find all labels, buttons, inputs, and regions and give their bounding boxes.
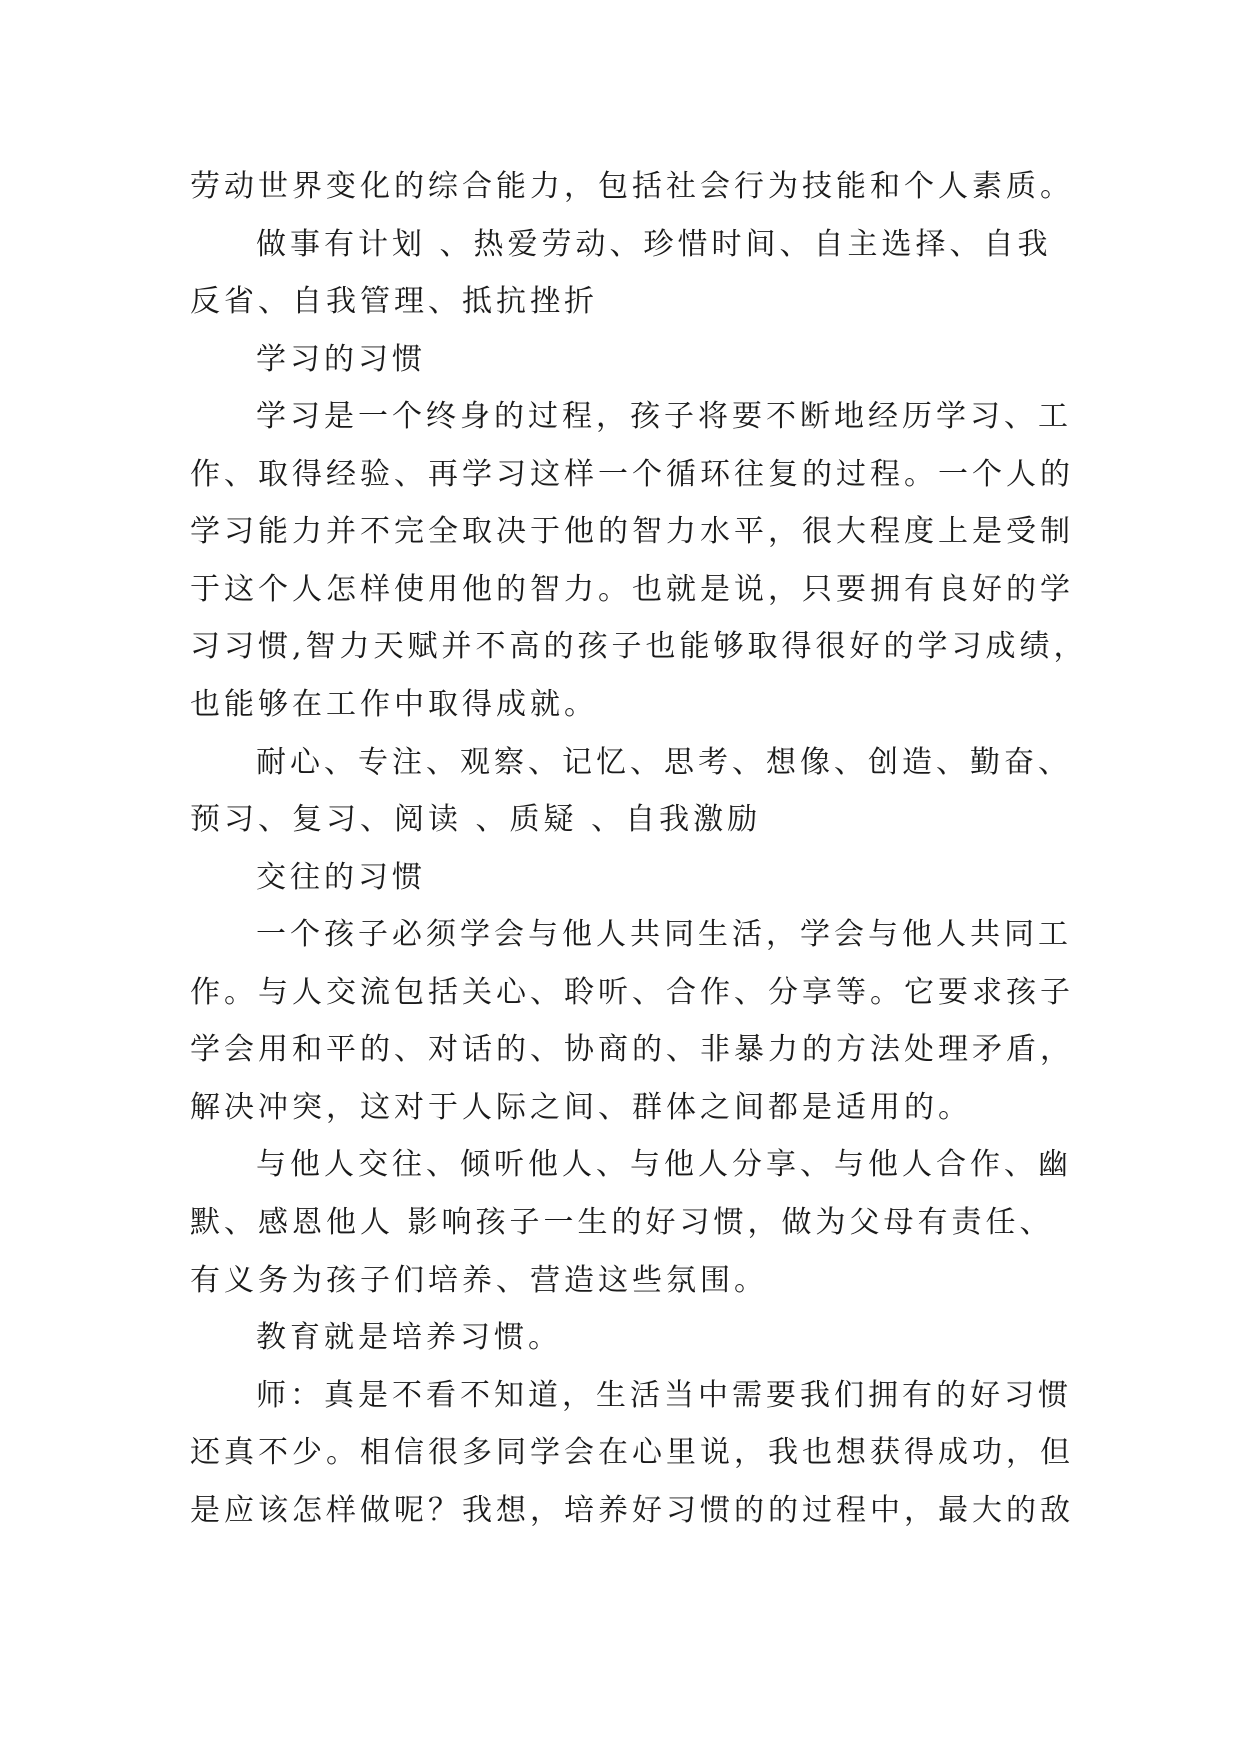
section-heading: 交往的习惯 [256, 860, 426, 895]
text-line: 劳动世界变化的综合能力，包括社会行为技能和个人素质。 [190, 169, 1074, 204]
text-line: 师：真是不看不知道，生活当中需要我们拥有的好习惯 [256, 1378, 1072, 1413]
text-line: 还真不少。相信很多同学会在心里说，我也想获得成功，但 [190, 1435, 1074, 1470]
text-line: 于这个人怎样使用他的智力。也就是说，只要拥有良好的学 [190, 572, 1074, 607]
text-line: 也能够在工作中取得成就。 [190, 687, 598, 722]
text-line: 习习惯,智力天赋并不高的孩子也能够取得很好的学习成绩， [190, 629, 1088, 664]
text-line: 一个孩子必须学会与他人共同生活，学会与他人共同工 [256, 917, 1072, 952]
text-line: 默、感恩他人 影响孩子一生的好习惯，做为父母有责任、 [190, 1205, 1054, 1240]
text-line: 作。与人交流包括关心、聆听、合作、分享等。它要求孩子 [190, 975, 1074, 1010]
text-line: 有义务为孩子们培养、营造这些氛围。 [190, 1263, 768, 1298]
text-line: 预习、复习、阅读 、质疑 、自我激励 [190, 802, 762, 837]
text-line: 做事有计划 、热爱劳动、珍惜时间、自主选择、自我 [256, 227, 1052, 262]
text-line: 学习能力并不完全取决于他的智力水平，很大程度上是受制 [190, 514, 1074, 549]
text-line: 作、取得经验、再学习这样一个循环往复的过程。一个人的 [190, 457, 1074, 492]
section-heading: 学习的习惯 [256, 342, 426, 377]
text-line: 教育就是培养习惯。 [256, 1320, 562, 1355]
text-line: 学习是一个终身的过程，孩子将要不断地经历学习、工 [256, 399, 1072, 434]
text-line: 是应该怎样做呢？我想，培养好习惯的的过程中，最大的敌 [190, 1493, 1074, 1528]
text-line: 与他人交往、倾听他人、与他人分享、与他人合作、幽 [256, 1147, 1072, 1182]
text-line: 耐心、专注、观察、记忆、思考、想像、创造、勤奋、 [256, 745, 1072, 780]
text-line: 学会用和平的、对话的、协商的、非暴力的方法处理矛盾， [190, 1032, 1074, 1067]
text-line: 解决冲突，这对于人际之间、群体之间都是适用的。 [190, 1090, 972, 1125]
text-line: 反省、自我管理、抵抗挫折 [190, 284, 598, 319]
